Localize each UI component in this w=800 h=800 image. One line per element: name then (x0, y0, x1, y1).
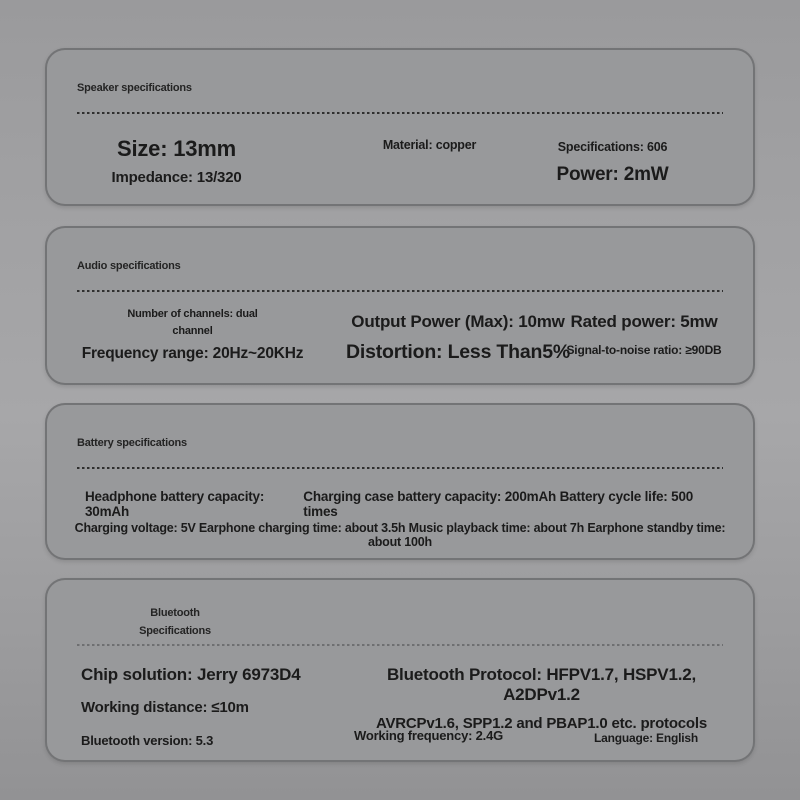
speaker-impedance-value: Impedance: 13/320 (111, 169, 242, 186)
audio-specifications-card (45, 226, 755, 385)
speaker-right-column (520, 140, 705, 186)
audio-output-power-value: Output Power (Max): 10mw (351, 312, 565, 331)
speaker-card-title: Speaker specifications (77, 82, 192, 94)
battery-row-1 (85, 489, 715, 519)
battery-specifications-card (45, 403, 755, 560)
bluetooth-title-line1: Bluetooth (150, 607, 200, 619)
battery-headphone-capacity-value: Headphone battery capacity: 30mAh (85, 489, 265, 519)
speaker-card-divider (77, 112, 723, 114)
battery-row-2: Charging voltage: 5V Earphone charging time: about 3.5h Music playback time: about 7h Earphone standby time: about 100h (74, 521, 726, 549)
speaker-size-value: Size: 13mm (116, 136, 237, 161)
audio-card-title: Audio specifications (77, 260, 181, 272)
speaker-specifications-value: Specifications: 606 (557, 140, 668, 154)
audio-rated-power-value: Rated power: 5mw (570, 312, 718, 331)
battery-card-title: Battery specifications (77, 437, 187, 449)
audio-center-column (329, 312, 587, 364)
audio-channels-line1: Number of channels: dual (127, 308, 258, 320)
speaker-material-value: Material: copper (382, 138, 477, 152)
speaker-specifications-card (45, 48, 755, 206)
bluetooth-card-title (105, 605, 245, 640)
battery-case-capacity-value: Charging case battery capacity: 200mAh Battery cycle life: 500 times (303, 489, 694, 519)
bluetooth-title-line2: Specifications (139, 624, 211, 637)
bluetooth-protocol-line2: AVRCPv1.6, SPP1.2 and PBAP1.0 etc. protocols (375, 715, 708, 732)
audio-frequency-range-value: Frequency range: 20Hz~20KHz (81, 345, 304, 363)
battery-card-divider (77, 467, 723, 469)
audio-right-column (559, 312, 729, 357)
audio-card-divider (77, 290, 723, 292)
audio-left-column (75, 306, 310, 363)
speaker-left-column (69, 136, 284, 186)
bluetooth-left-column (81, 665, 351, 748)
bluetooth-protocol-block (352, 665, 731, 732)
bluetooth-version-value: Bluetooth version: 5.3 (81, 733, 214, 748)
bluetooth-specifications-card (45, 578, 755, 762)
audio-channels-line2: channel (172, 325, 213, 338)
audio-snr-value: Signal-to-noise ratio: ≥90DB (566, 343, 722, 357)
audio-distortion-value: Distortion: Less Than5% (345, 341, 570, 363)
speaker-power-value: Power: 2mW (556, 164, 669, 185)
bluetooth-language-value: Language: English (594, 731, 698, 745)
bluetooth-chip-solution-value: Chip solution: Jerry 6973D4 (81, 665, 301, 684)
bluetooth-protocol-line1: Bluetooth Protocol: HFPV1.7, HSPV1.2, A2DPv1.2 (386, 665, 697, 704)
bluetooth-working-distance-value: Working distance: ≤10m (81, 699, 249, 716)
bluetooth-card-divider (77, 644, 723, 646)
bluetooth-working-frequency-value: Working frequency: 2.4G (354, 728, 504, 743)
